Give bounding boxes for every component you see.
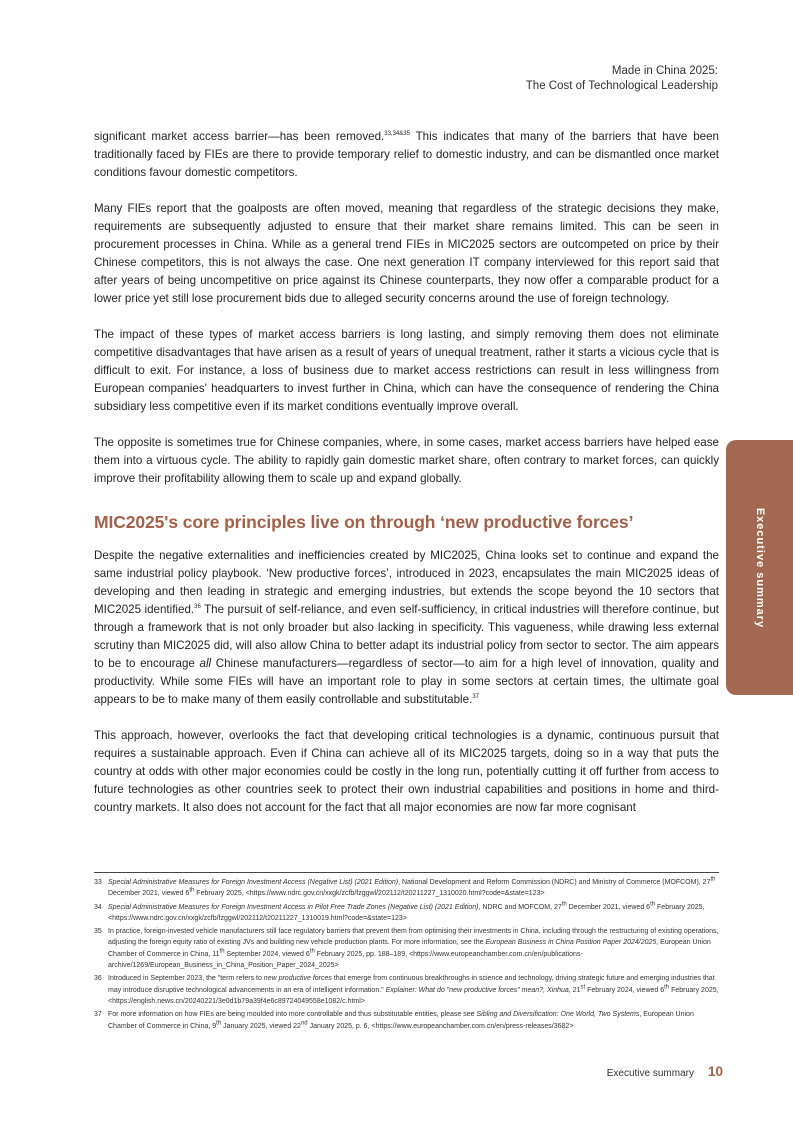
footnote-text: Introduced in September 2023, the "term refers to xyxy=(108,975,264,983)
header-line-2: The Cost of Technological Leadership xyxy=(525,80,718,92)
p5-text-a: Despite the negative externalities and inefficiencies created by MIC2025, China looks set to continue and expand the same industrial policy playbook. ‘New productive forces’, introduced in 2023, encapsulates the main MIC2025 ideas of developing and then leading in strategic and emerging industries, but extends the scope beyond the 10 sectors that MIC2025 identified. xyxy=(94,549,719,616)
footnote-text: , European Union Chamber of Commerce in China, 11 xyxy=(108,939,711,958)
p1-text-b: This indicates that many of the barriers that have been traditionally faced by FIEs are there to provide temporary relief to domestic industry, and can be dismantled once market conditions favour domestic competitors. xyxy=(94,130,719,179)
ordinal-suffix: th xyxy=(309,948,315,955)
footnote-number: 34 xyxy=(94,903,102,911)
p5-emphasis: all xyxy=(199,657,212,670)
footnote-link-text[interactable]: January 2025, p. 6, <https://www.europeanchamber.com.cn/en/press-releases/3682> xyxy=(307,1022,574,1030)
footnote-34 xyxy=(94,902,719,925)
paragraph-5 xyxy=(94,547,719,709)
footnote-number: 33 xyxy=(94,879,102,886)
footnote-ref-33-35[interactable]: 33,34&35 xyxy=(384,131,410,138)
footnote-link-text[interactable]: February 2025, <https://www.ndrc.gov.cn/xxgk/zcfb/fzggwl/202112/t20211227_1310019.html?code=&state=123> xyxy=(108,903,705,922)
footnotes xyxy=(94,877,719,1034)
footnote-link-text[interactable]: February 2025, pp. 188–189, <https://www.europeanchamber.com.cn/en/publications-archive/1269/European_Business_in_China_Position_Paper_2024_2025> xyxy=(108,950,583,970)
footnote-text: , 21 xyxy=(568,986,581,994)
footer-section-label: Executive summary xyxy=(606,1068,694,1079)
ordinal-suffix: th xyxy=(710,876,716,883)
ordinal-suffix: th xyxy=(664,984,670,991)
footnote-source-title: Special Administrative Measures for Foreign Investment Access in Pilot Free Trade Zones (Negative List) (2021 Edition) xyxy=(108,903,479,911)
footnote-33 xyxy=(94,877,719,900)
p1-text-a: significant market access barrier—has been removed. xyxy=(94,130,385,143)
running-header xyxy=(318,64,718,94)
paragraph-6: This approach, however, overlooks the fact that developing critical technologies is a dynamic, continuous pursuit that requires a sustainable approach. Even if China can achieve all of its MIC2025 targets, doing so in a way that puts the country at odds with other major economies could be costly in the long run, potentially cutting it off further from access to future technologies as other countries seek to protect their own industrial capabilities and positions in home and third-country markets. It also does not account for the fact that all major economies are now far more cognisant xyxy=(94,729,719,814)
paragraph-1 xyxy=(94,128,719,182)
footnote-link-text[interactable]: February 2025, <https://english.news.cn/20240221/3e0d1b79a39f4e6c89724049558e1082/c.html> xyxy=(108,986,719,1005)
page-footer xyxy=(607,1064,723,1079)
ordinal-suffix: th xyxy=(189,887,195,894)
ordinal-suffix: th xyxy=(219,948,225,955)
paragraph-2: Many FIEs report that the goalposts are often moved, meaning that regardless of the strategic decisions they make, requirements are subsequently adjusted to ensure that their market share remains limited. This can be seen in procurement processes in China. While as a general trend FIEs in MIC2025 sectors are outcompeted on price by their Chinese competitors, this is not always the case. One next generation IT company interviewed for this report said that after years of being uncompetitive on price against its Chinese counterparts, they now offer a comparable product for a lower price yet still lose procurement bids due to alleged security concerns around the use of foreign technology. xyxy=(94,202,719,305)
footnote-divider xyxy=(94,872,719,873)
footnote-source-title: Special Administrative Measures for Foreign Investment Access (Negative List) (2021 Edition) xyxy=(108,879,399,886)
page-number: 10 xyxy=(707,1064,723,1079)
p5-text-c: Chinese manufacturers—regardless of sector—to aim for a high level of innovation, quality and productivity. While some FIEs will have an important role to play in some sectors at certain times, the ultimate goal appears to be to make many of them easily controllable and substitutable. xyxy=(94,657,719,706)
ordinal-suffix: th xyxy=(650,901,656,908)
paragraph-3: The impact of these types of market access barriers is long lasting, and simply removing them does not eliminate competitive disadvantages that have arisen as a result of years of unequal treatment, rather it starts a vicious cycle that is difficult to exit. For instance, a loss of business due to market access restrictions can result in less willingness from European companies' headquarters to invest further in China, which can have the consequence of rendering the China subsidiary less competitive even if its market conditions eventually improve overall. xyxy=(94,328,719,413)
footnote-text: September 2024, viewed 6 xyxy=(224,950,310,958)
ordinal-suffix: th xyxy=(216,1020,222,1027)
header-line-1: Made in China 2025: xyxy=(611,65,718,77)
footnote-emphasis: new productive forces xyxy=(263,975,332,983)
ordinal-suffix: th xyxy=(561,901,567,908)
ordinal-suffix: st xyxy=(580,984,586,991)
footnote-text: For more information on how FIEs are being moulded into more controllable and thus substitutable entities, please see xyxy=(108,1011,477,1019)
side-tab-label: Executive summary xyxy=(753,507,766,628)
main-body xyxy=(94,128,719,817)
footnote-source-title: European Business in China Position Paper 2024/2025 xyxy=(485,939,657,947)
footnote-text: , European Union Chamber of Commerce in China, 9 xyxy=(108,1011,694,1030)
p5-text-b: The pursuit of self-reliance, and even self-sufficiency, in critical industries will therefore continue, but through a framework that is not only broader but also lacking in specificity. This vagueness, while drawing less external scrutiny than MIC2025 did, will also allow China to better adapt its industrial policy from sector to sector. The aim appears to be to encourage xyxy=(94,603,719,670)
footnote-source-title: Explainer: What do "new productive forces" mean?, Xinhua xyxy=(385,986,569,994)
footnote-text: , National Development and Reform Commission (NDRC) and Ministry of Commerce (MOFCOM), 27 xyxy=(398,879,711,886)
footnote-35 xyxy=(94,926,719,971)
footnote-text: December 2021, viewed 6 xyxy=(566,903,651,911)
ordinal-suffix: nd xyxy=(300,1020,308,1027)
footnote-number: 37 xyxy=(94,1011,102,1019)
footnote-text: In practice, foreign-invested vehicle manufacturers still face regulatory barriers that prevent them from optimising their investments in China, including through the restructuring of existing operations, adjusting the foreign equity ratio of existing JVs and building new vehicle production plants. For more information, see the xyxy=(108,928,719,947)
footnote-link-text[interactable]: February 2025, <https://www.ndrc.gov.cn/xxgk/zcfb/fzggwl/202112/t20211227_1310020.html?code=&state=123> xyxy=(194,890,545,898)
paragraph-4: The opposite is sometimes true for Chinese companies, where, in some cases, market access barriers have helped ease them into a virtuous cycle. The ability to rapidly gain domestic market share, often contrary to market forces, can quickly improve their profitability allowing them to scale up and expand globally. xyxy=(94,436,719,485)
footnote-number: 35 xyxy=(94,928,102,936)
footnote-text: December 2021, viewed 6 xyxy=(108,890,190,898)
footnote-source-title: Sibling and Diversification: One World, Two Systems xyxy=(476,1011,640,1019)
footnote-36 xyxy=(94,973,719,1007)
footnote-37 xyxy=(94,1009,719,1032)
section-heading: MIC2025's core principles live on through ‘new productive forces’ xyxy=(94,512,634,532)
footnote-number: 36 xyxy=(94,975,102,983)
section-side-tab[interactable] xyxy=(726,440,793,695)
footnote-text: that emerge from continuous breakthroughs in science and technology, driving strategic future and emerging industries that may introduce disruptive technological advancements in an era of intelligent information." xyxy=(108,975,715,994)
footnote-text: January 2025, viewed 22 xyxy=(221,1022,301,1030)
footnote-text: February 2024, viewed 6 xyxy=(585,986,665,994)
footnote-ref-36[interactable]: 36 xyxy=(194,604,201,611)
footnote-text: , NDRC and MOFCOM, 27 xyxy=(478,903,562,911)
footnote-ref-37[interactable]: 37 xyxy=(472,694,479,701)
